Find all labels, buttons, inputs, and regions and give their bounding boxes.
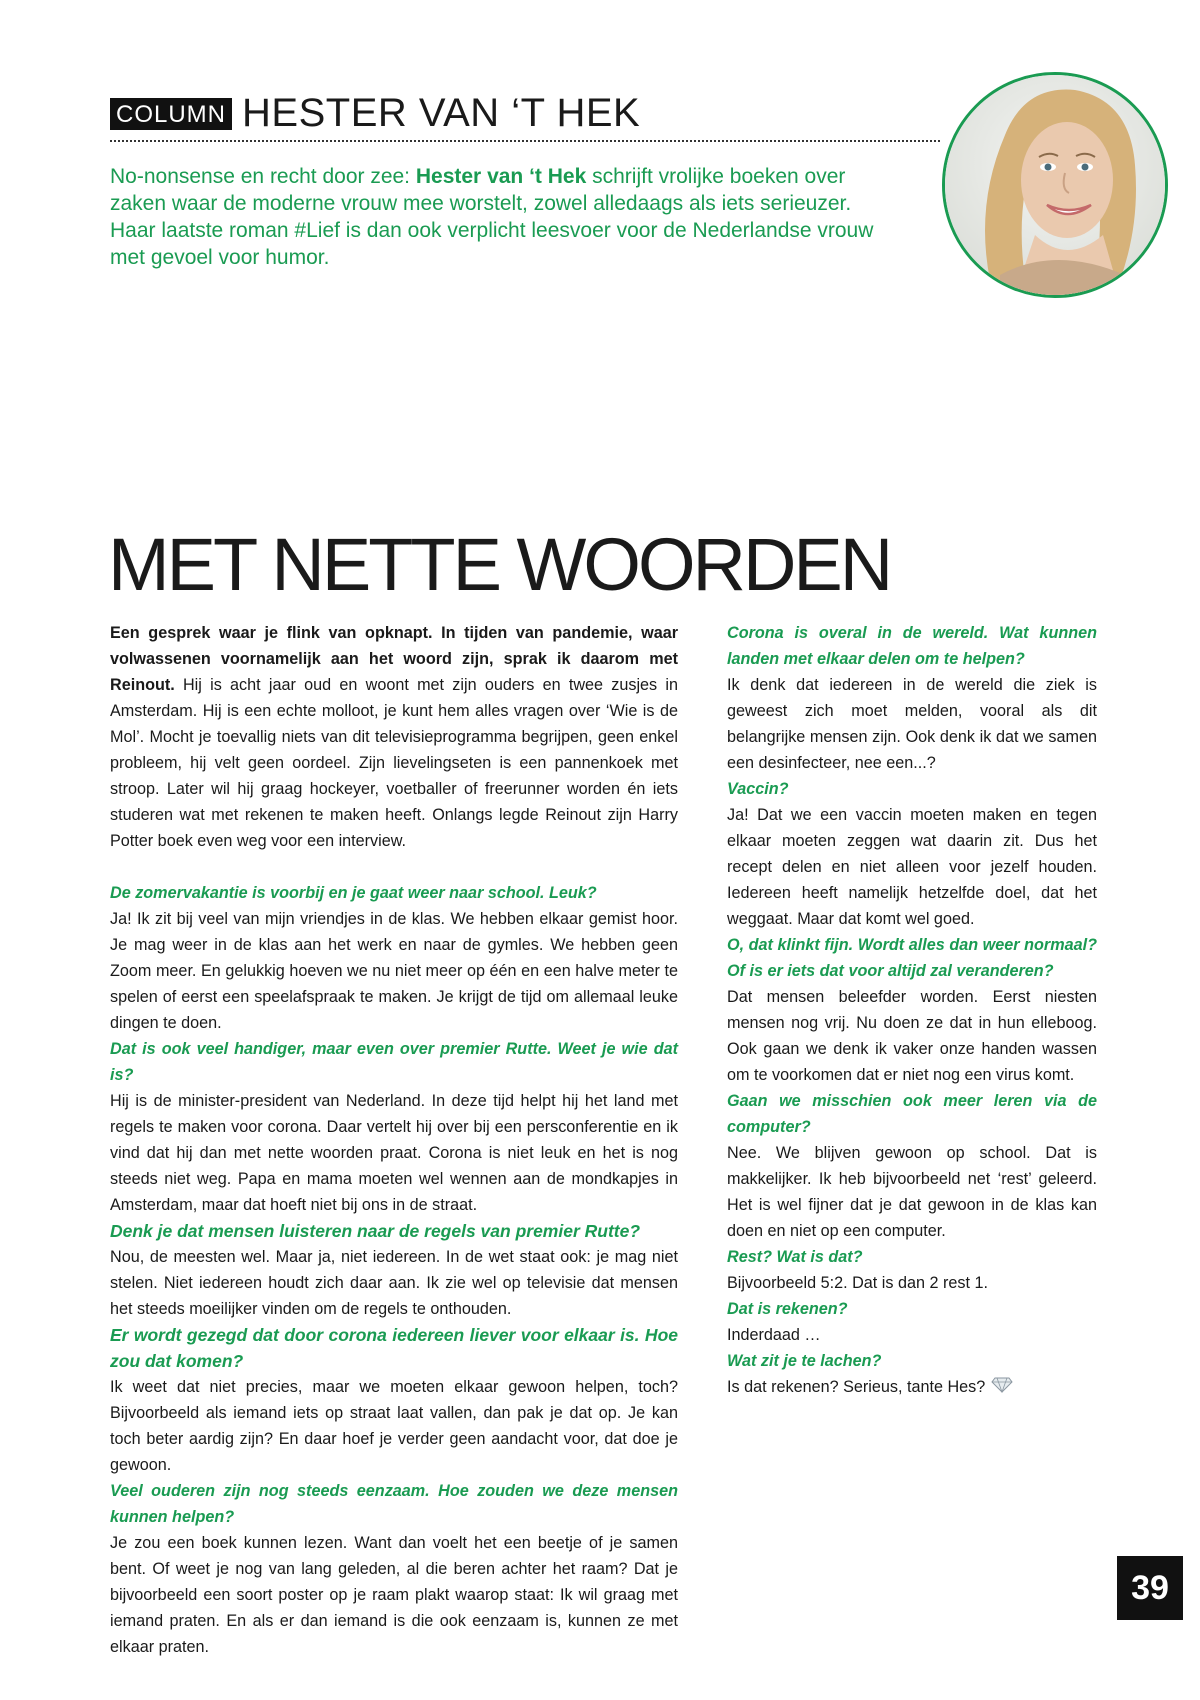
column-header (110, 90, 940, 142)
answer: Ik denk dat iedereen in de wereld die ziek is geweest zich moet melden, vooral als dit belangrijke mensen zijn. Ook denk ik dat we samen een desinfecteer, nee een...? (727, 676, 1097, 772)
answer: Dat mensen beleefder worden. Eerst niesten mensen nog vrij. Nu doen ze dat in hun elleboog. Ook gaan we denk ik vaker onze handen wassen om te voorkomen dat er niet nog een virus komt. (727, 988, 1097, 1084)
question: Corona is overal in de wereld. Wat kunnen landen met elkaar delen om te helpen? (727, 624, 1097, 668)
question: Dat is rekenen? (727, 1300, 848, 1318)
question: Denk je dat mensen luisteren naar de regels van premier Rutte? (110, 1221, 641, 1241)
page-number: 39 (1117, 1556, 1183, 1620)
lead-rest: Hij is acht jaar oud en woont met zijn ouders en twee zusjes in Amsterdam. Hij is een echte molloot, je kunt hem alles vragen over ‘Wie is de Mol’. Mocht je toevallig niets van dit televisieprogramma begrijpen, geen enkel probleem, hij velt geen oordeel. Zijn lievelingseten is een pannenkoek met stroop. Later wil hij graag hockeyer, voetballer of freerunner worden én iets studeren wat met rekenen te maken heeft. Onlangs legde Reinout zijn Harry Potter boek even weg voor een interview. (110, 676, 678, 850)
question: De zomervakantie is voorbij en je gaat weer naar school. Leuk? (110, 884, 597, 902)
answer: Ik weet dat niet precies, maar we moeten elkaar gewoon helpen, toch? Bijvoorbeeld als iemand iets op straat laat vallen, dan pak je dat op. Je kan toch beter aardig zijn? En daar hoef je verder geen aandacht voor, dat doe je gewoon. (110, 1378, 678, 1474)
answer: Je zou een boek kunnen lezen. Want dan voelt het een beetje of je samen bent. Of weet je nog van lang geleden, al die beren achter het raam? Dat je bijvoorbeeld een soort poster op je raam plakt waarop staat: Ik wil graag met iemand praten. En als er dan iemand is die ook eenzaam is, kunnen ze met elkaar praten. (110, 1534, 678, 1656)
question: Veel ouderen zijn nog steeds eenzaam. Hoe zouden we deze mensen kunnen helpen? (110, 1482, 678, 1526)
author-name: HESTER VAN ‘T HEK (242, 91, 641, 135)
answer: Bijvoorbeeld 5:2. Dat is dan 2 rest 1. (727, 1274, 988, 1292)
intro-text (110, 163, 880, 271)
question: Dat is ook veel handiger, maar even over premier Rutte. Weet je wie dat is? (110, 1040, 678, 1084)
answer: Nee. We blijven gewoon op school. Dat is makkelijker. Ik heb bijvoorbeeld net ‘rest’ geleerd. Het is wel fijner dat je dat gewoon in de klas kan doen en niet op een computer. (727, 1144, 1097, 1240)
diamond-icon (991, 1375, 1013, 1401)
question: Vaccin? (727, 780, 789, 798)
question: Gaan we misschien ook meer leren via de computer? (727, 1092, 1097, 1136)
author-portrait (942, 72, 1168, 298)
lead-bold: Een gesprek waar je flink van opknapt. In tijden van pandemie, waar volwassenen voornamelijk aan het woord zijn, sprak ik daarom met Reinout. (110, 624, 678, 694)
answer: Is dat rekenen? Serieus, tante Hes? (727, 1378, 986, 1396)
answer: Ja! Ik zit bij veel van mijn vriendjes in de klas. We hebben elkaar gemist hoor. Je mag weer in de klas aan het werk en naar de gymles. We hebben geen Zoom meer. En gelukkig hoeven we nu niet meer op één en een halve meter te spelen of eerst een speelafspraak te maken. Je krijgt de tijd om allemaal leuke dingen te doen. (110, 910, 678, 1032)
article-headline: MET NETTE WOORDEN (108, 523, 891, 606)
intro-author-bold: Hester van ‘t Hek (415, 165, 587, 188)
question: Er wordt gezegd dat door corona iedereen liever voor elkaar is. Hoe zou dat komen? (110, 1325, 678, 1371)
question: Wat zit je te lachen? (727, 1352, 882, 1370)
intro-pre: No-nonsense en recht door zee: (110, 165, 416, 188)
answer: Nou, de meesten wel. Maar ja, niet iedereen. In de wet staat ook: je mag niet stelen. Niet iedereen houdt zich daar aan. Ik zie wel op televisie dat mensen het steeds moeilijker vinden om de regels te onthouden. (110, 1248, 678, 1318)
question: O, dat klinkt fijn. Wordt alles dan weer normaal? Of is er iets dat voor altijd zal veranderen? (727, 936, 1097, 980)
intro-post: schrijft vrolijke boeken over zaken waar de moderne vrouw mee worstelt, zowel alledaags als iets serieuzer. Haar laatste roman #Lief is dan ook verplicht leesvoer voor de Nederlandse vrouw met gevoel voor humor. (110, 165, 874, 269)
left-column (110, 620, 678, 1660)
question: Rest? Wat is dat? (727, 1248, 863, 1266)
answer: Ja! Dat we een vaccin moeten maken en tegen elkaar moeten zeggen wat daarin zit. Dus het recept delen en niet alleen voor jezelf houden. Iedereen heeft namelijk hetzelfde doel, dat het weggaat. Maar dat komt wel goed. (727, 806, 1097, 928)
lead-paragraph (110, 620, 678, 854)
answer-final (727, 1374, 1097, 1401)
answer: Inderdaad … (727, 1326, 821, 1344)
column-badge: COLUMN (110, 98, 232, 130)
dotted-divider (110, 140, 940, 142)
portrait-illustration (945, 75, 1165, 295)
right-column (727, 620, 1097, 1401)
answer: Hij is de minister-president van Nederland. In deze tijd helpt hij het land met regels te maken voor corona. Daar vertelt hij over bij een persconferentie en ik vind dat hij dan met nette woorden praat. Corona is niet leuk en het is nog steeds niet weg. Papa en mama moeten wel wennen aan de mondkapjes in Amsterdam, maar dat hoeft niet bij ons in de straat. (110, 1092, 678, 1214)
